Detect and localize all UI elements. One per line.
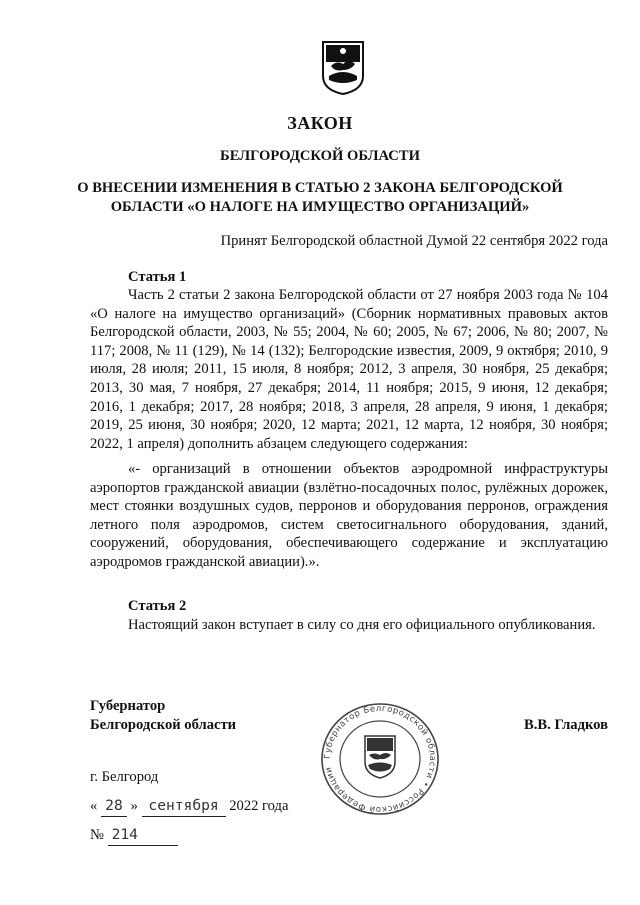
subject-line-2: ОБЛАСТИ «О НАЛОГЕ НА ИМУЩЕСТВО ОРГАНИЗАЦИЙ» bbox=[110, 199, 530, 215]
official-seal bbox=[318, 700, 442, 818]
svg-text:Губернатор Белгородской област: Губернатор Белгородской области • Российской Федерации bbox=[322, 703, 438, 815]
number-field: 214 bbox=[108, 826, 178, 846]
date-line bbox=[90, 797, 288, 817]
region-title: БЕЛГОРОДСКОЙ ОБЛАСТИ bbox=[220, 148, 420, 164]
law-title: ЗАКОН bbox=[287, 113, 353, 133]
subject-line-1: О ВНЕСЕНИИ ИЗМЕНЕНИЯ В СТАТЬЮ 2 ЗАКОНА БЕЛГОРОДСКОЙ bbox=[77, 180, 563, 196]
day-field: 28 bbox=[101, 797, 127, 817]
article-2-heading: Статья 2 bbox=[128, 598, 187, 614]
governor-name: В.В. Гладков bbox=[524, 717, 608, 733]
year-text: 2022 года bbox=[229, 798, 289, 814]
number-line bbox=[90, 826, 178, 846]
article-2-text: Настоящий закон вступает в силу со дня его официального опубликования. bbox=[128, 617, 596, 633]
number-prefix: № bbox=[90, 827, 104, 843]
governor-title-line-1: Губернатор bbox=[90, 698, 166, 714]
article-1-text: Часть 2 статьи 2 закона Белгородской области от 27 ноября 2003 года № 104 «О налоге на имущество организаций» (Сборник нормативных правовых актов Белгородской области, 2003, № 55; 2004, № 60; 2005, № 67; 2006, № 80; 2007, № 117; 2008, № 11 (129), № 14 (132); Белгородские известия, 2009, 9 октября; 2010, 9 июля, 28 июля; 2011, 15 июля, 8 ноября; 2012, 3 апреля, 30 ноября, 25 декабря; 2013, 30 мая, 7 ноября, 27 декабря; 2014, 11 ноября; 2015, 9 июня, 12 декабря; 2016, 1 декабря; 2017, 28 ноября; 2018, 3 апреля, 28 апреля, 9 июня, 1 декабря; 2019, 25 июня, 30 ноября; 2020, 12 марта; 2021, 12 марта, 12 ноября, 30 ноября; 2022, 1 апреля) дополнить абзацем следующего содержания: bbox=[90, 287, 608, 452]
governor-title-line-2: Белгородской области bbox=[90, 717, 237, 733]
close-quote: » bbox=[130, 798, 138, 814]
coat-of-arms-icon bbox=[321, 40, 365, 96]
adopted-date: Принят Белгородской областной Думой 22 сентября 2022 года bbox=[220, 233, 608, 249]
city: г. Белгород bbox=[90, 769, 159, 785]
article-1-quote: «- организаций в отношении объектов аэродромной инфраструктуры аэропортов гражданской авиации (взлётно-посадочных полос, рулёжных дорожек, мест стоянки воздушных судов, перронов и оборудования перронов, ограждения летного поля аэродромов, систем светосигнального оборудования, зданий, сооружений, оборудования, обеспечивающего содержание и эксплуатацию аэродромов гражданской авиации).». bbox=[90, 461, 608, 570]
article-1-heading: Статья 1 bbox=[128, 269, 187, 285]
month-field: сентября bbox=[142, 797, 226, 817]
open-quote: « bbox=[90, 798, 98, 814]
